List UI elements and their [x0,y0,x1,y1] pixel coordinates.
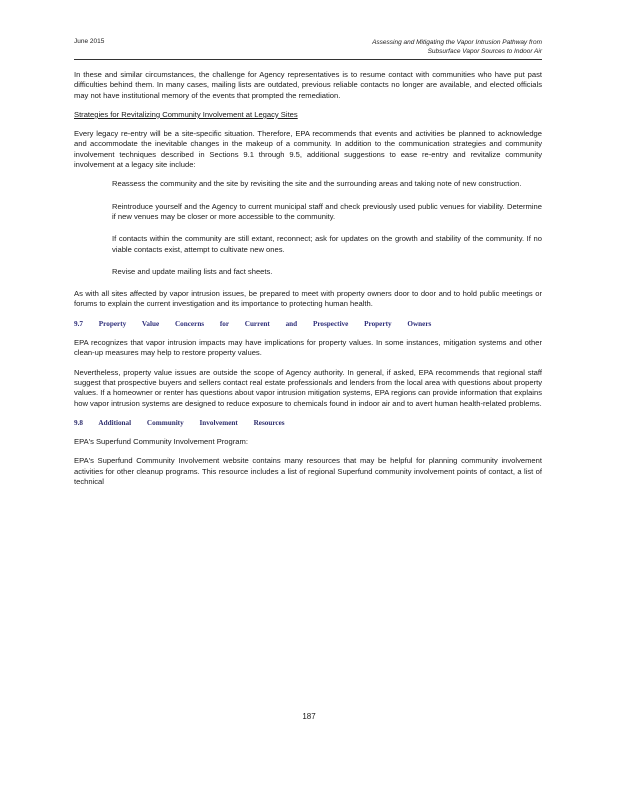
header-date: June 2015 [74,38,105,45]
closing-paragraph: As with all sites affected by vapor intrusion issues, be prepared to meet with property owners door to door and to hold public meetings or forums to explain the current investigation and its importance to protecting human health. [74,289,542,309]
strategies-subheading: Strategies for Revitalizing Community Involvement at Legacy Sites [74,109,298,119]
list-item-text: Reintroduce yourself and the Agency to current municipal staff and check previously used public venues for viability. Determine if new venues may be closer or more accessible to the community. [112,201,542,221]
list-item-text: Revise and update mailing lists and fact sheets. [112,266,273,276]
section-9-8-paragraph: EPA's Superfund Community Involvement website contains many resources that may be helpful for planning community involvement activities for other cleanup programs. This resource includes a list of regional Superfund community involvement points of contact, a list of technical [74,456,542,487]
list-item [74,267,542,277]
intro-paragraph: In these and similar circumstances, the challenge for Agency representatives is to resume contact with communities who have put past difficulties behind them. In many cases, mailing lists are outdated, previous reliable contacts no longer are available, and elected officials may not have institutional memory of the events that prompted the remediation. [74,70,542,100]
strategies-paragraph: Every legacy re-entry will be a site-specific situation. Therefore, EPA recommends that events and activities be planned to acknowledge and accommodate the inevitable changes in the makeup of a community. In addition to the communication strategies and community involvement techniques described in Sections 9.1 through 9.5, additional suggestions to ease re-entry and revitalize community involvement at a legacy site include: [74,129,542,170]
list-item-text: Reassess the community and the site by revisiting the site and the surrounding areas and taking note of new construction. [112,179,522,189]
header-title-line1: Assessing and Mitigating the Vapor Intrusion Pathway from [372,39,542,46]
list-item [74,202,542,223]
header-rule [74,59,542,60]
section-9-7-heading: 9.7 Property Value Concerns for Current and Prospective Property Owners [74,319,432,328]
section-9-7-paragraph-2: Nevertheless, property value issues are outside the scope of Agency authority. In general, if asked, EPA recommends that regional staff suggest that prospective buyers and sellers contact real estate professionals and lenders from the local area with questions about property values. If a homeowner or renter has questions about vapor intrusion mitigation systems, EPA regions can provide information that explains how vapor intrusion systems are designed to reduce exposure to chemicals found in indoor air and to avert human health-related problems. [74,367,542,408]
list-item-text: If contacts within the community are still extant, reconnect; ask for updates on the growth and stability of the community. If no viable contacts exist, attempt to cultivate new ones. [112,234,542,254]
section-9-8-heading: 9.8 Additional Community Involvement Resources [74,418,285,427]
list-item [74,234,542,255]
suggestions-list [74,179,542,277]
list-item [74,179,542,189]
document-body [74,70,542,496]
program-title: EPA's Superfund Community Involvement Program: [74,437,248,447]
page-number: 187 [302,712,316,721]
header-title [372,38,542,56]
header-title-line2: Subsurface Vapor Sources to Indoor Air [427,48,542,55]
section-9-7-paragraph-1: EPA recognizes that vapor intrusion impacts may have implications for property values. In some instances, mitigation systems and other clean-up measures may help to restore property values. [74,338,542,358]
